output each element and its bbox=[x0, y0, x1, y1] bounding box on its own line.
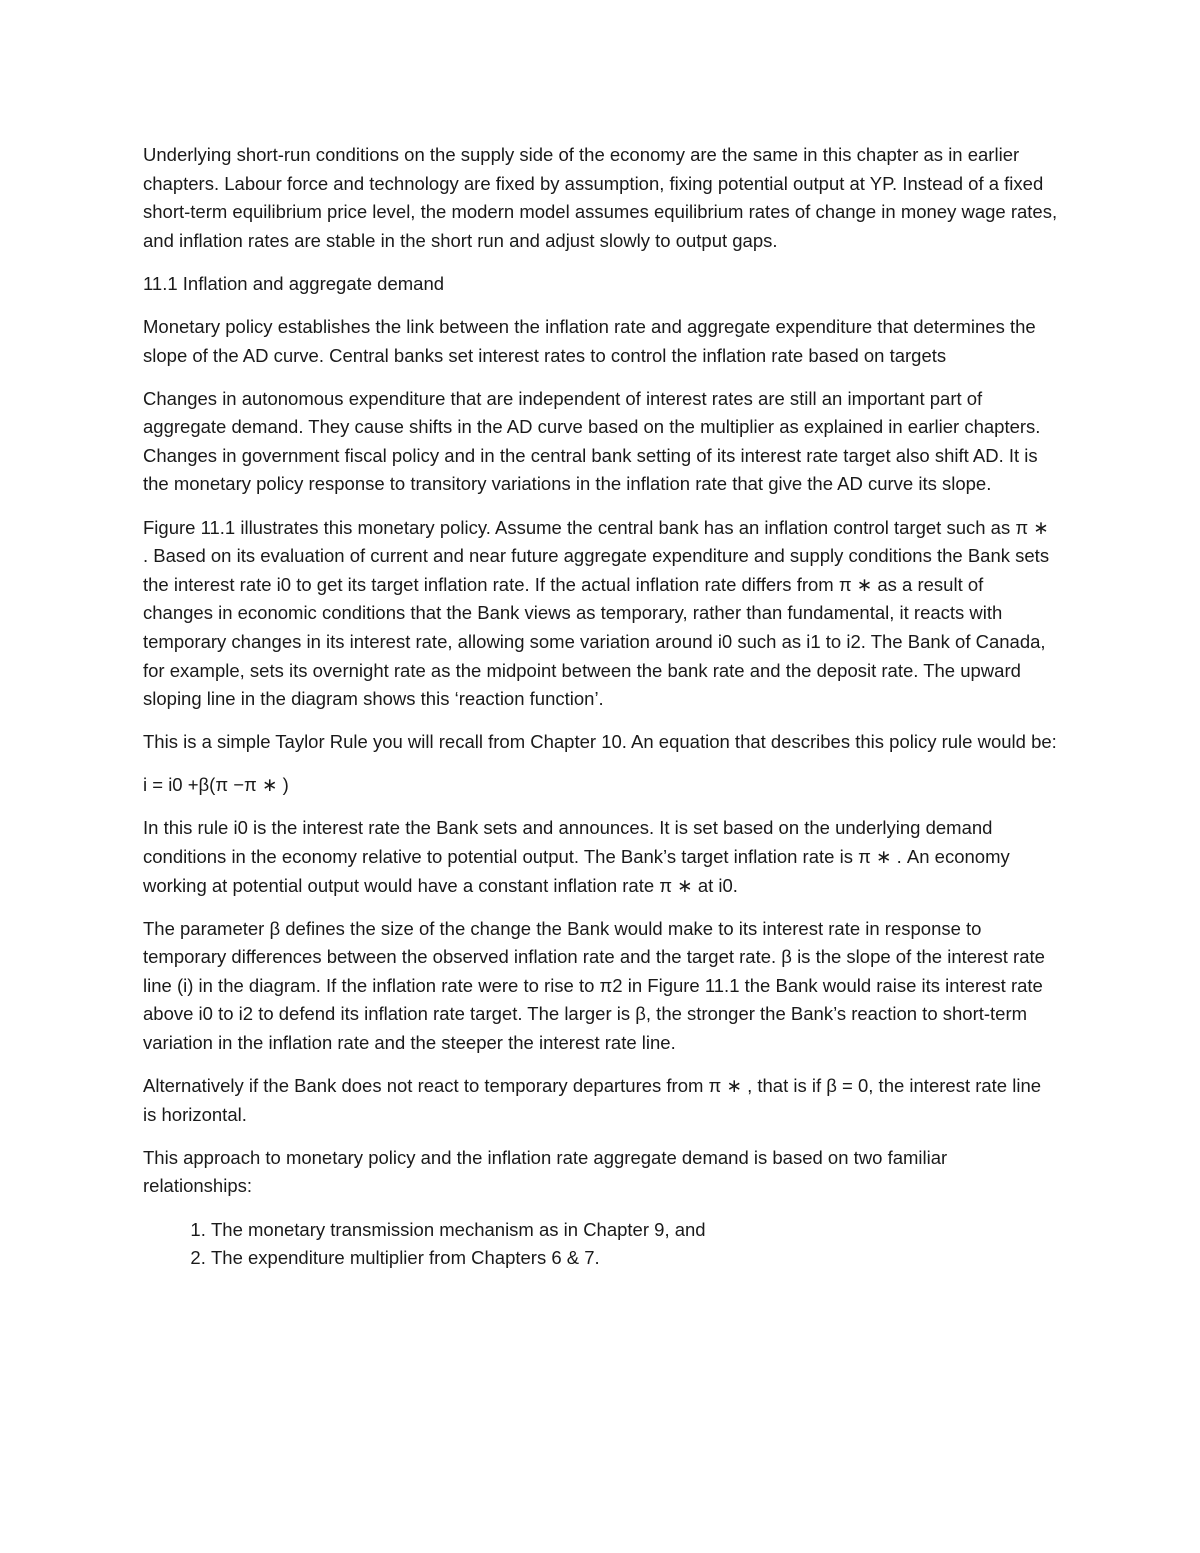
list-item: 2. The expenditure multiplier from Chapters 6 & 7. bbox=[211, 1244, 1058, 1273]
body-paragraph: Figure 11.1 illustrates this monetary policy. Assume the central bank has an inflation control target such as π ∗ . Based on its evaluation of current and near future aggregate expenditure and supply conditions the Bank sets the interest rate i0 to get its target inflation rate. If the actual inflation rate differs from π ∗ as a result of changes in economic conditions that the Bank views as temporary, rather than fundamental, it reacts with temporary changes in its interest rate, allowing some variation around i0 such as i1 to i2. The Bank of Canada, for example, sets its overnight rate as the midpoint between the bank rate and the deposit rate. The upward sloping line in the diagram shows this ‘reaction function’. bbox=[143, 516, 1050, 710]
body-paragraph: The parameter β defines the size of the change the Bank would make to its interest rate in response to temporary differences between the observed inflation rate and the target rate. β is the slope of the interest rate line (i) in the diagram. If the inflation rate were to rise to π2 in Figure 11.1 the Bank would raise its interest rate above i0 to i2 to defend its inflation rate target. The larger is β, the stronger the Bank’s reaction to short-term variation in the inflation rate and the steeper the interest rate line. bbox=[143, 917, 1045, 1054]
body-paragraph: In this rule i0 is the interest rate the Bank sets and announces. It is set based on the underlying demand conditions in the economy relative to potential output. The Bank’s target inflation rate is π ∗ . An economy working at potential output would have a constant inflation rate π ∗ at i0. bbox=[143, 817, 1010, 896]
intro-paragraph: Underlying short-run conditions on the supply side of the economy are the same in this chapter as in earlier chapters. Labour force and technology are fixed by assumption, fixing potential output at YP. Instead of a fixed short-term equilibrium price level, the modern model assumes equilibrium rates of change in money wage rates, and inflation rates are stable in the short run and adjust slowly to output gaps. bbox=[143, 144, 1058, 251]
equation: i = i0 +β(π −π ∗ ) bbox=[143, 774, 289, 796]
body-paragraph: This is a simple Taylor Rule you will recall from Chapter 10. An equation that describes this policy rule would be: bbox=[143, 731, 1057, 753]
section-heading: 11.1 Inflation and aggregate demand bbox=[143, 272, 445, 294]
body-paragraph: Alternatively if the Bank does not react to temporary departures from π ∗ , that is if β = 0, the interest rate line is horizontal. bbox=[143, 1075, 1042, 1125]
document-body bbox=[143, 141, 1058, 1273]
numbered-list bbox=[143, 1216, 1058, 1273]
body-paragraph: Changes in autonomous expenditure that are independent of interest rates are still an important part of aggregate demand. They cause shifts in the AD curve based on the multiplier as explained in earlier chapters. Changes in government fiscal policy and in the central bank setting of its interest rate target also shift AD. It is the monetary policy response to transitory variations in the inflation rate that give the AD curve its slope. bbox=[143, 387, 1041, 495]
body-paragraph: Monetary policy establishes the link between the inflation rate and aggregate expenditure that determines the slope of the AD curve. Central banks set interest rates to control the inflation rate based on targets bbox=[143, 315, 1036, 366]
body-paragraph: This approach to monetary policy and the inflation rate aggregate demand is based on two familiar relationships: bbox=[143, 1146, 948, 1197]
list-item: 1. The monetary transmission mechanism as in Chapter 9, and bbox=[211, 1216, 1058, 1245]
